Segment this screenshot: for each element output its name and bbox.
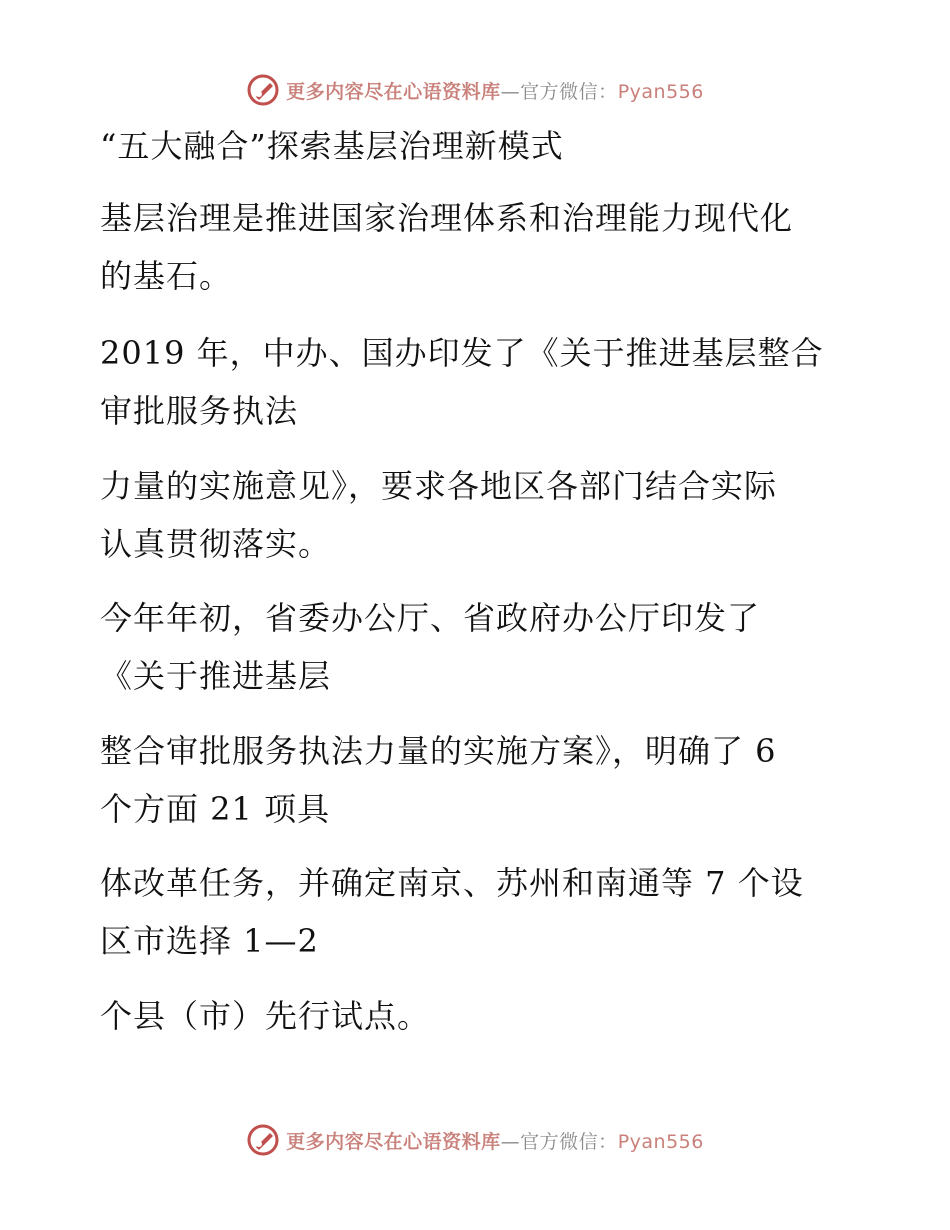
paragraph-line: 认真贯彻落实。 bbox=[100, 525, 332, 563]
paragraph-line: 体改革任务，并确定南京、苏州和南通等 7 个设 bbox=[100, 864, 804, 902]
pen-logo-icon bbox=[246, 1123, 280, 1157]
paragraph-line: 整合审批服务执法力量的实施方案》，明确了 6 bbox=[100, 732, 777, 770]
pen-logo-icon bbox=[246, 73, 280, 107]
paragraph-line: 2019 年，中办、国办印发了《关于推进基层整合 bbox=[100, 334, 824, 372]
paragraph-line: 今年年初，省委办公厅、省政府办公厅印发了 bbox=[100, 599, 761, 637]
paragraph-line: 个方面 21 项具 bbox=[100, 790, 331, 828]
footer-watermark-banner bbox=[0, 1120, 950, 1160]
paragraph-line: 区市选择 1—2 bbox=[100, 922, 319, 960]
paragraph-line: 个县（市）先行试点。 bbox=[100, 997, 431, 1035]
watermark-text: 更多内容尽在心语资料库—官方微信：Pyan556 bbox=[286, 80, 704, 103]
paragraph-line: 的基石。 bbox=[100, 257, 233, 295]
watermark-text: 更多内容尽在心语资料库—官方微信：Pyan556 bbox=[286, 1130, 704, 1153]
header-watermark-banner bbox=[0, 70, 950, 110]
paragraph-line: 审批服务执法 bbox=[100, 392, 299, 430]
paragraph-line: 《关于推进基层 bbox=[100, 657, 332, 695]
paragraph-line: 基层治理是推进国家治理体系和治理能力现代化 bbox=[100, 199, 794, 237]
document-title: “五大融合”探索基层治理新模式 bbox=[100, 127, 564, 165]
paragraph-line: 力量的实施意见》，要求各地区各部门结合实际 bbox=[100, 467, 778, 505]
